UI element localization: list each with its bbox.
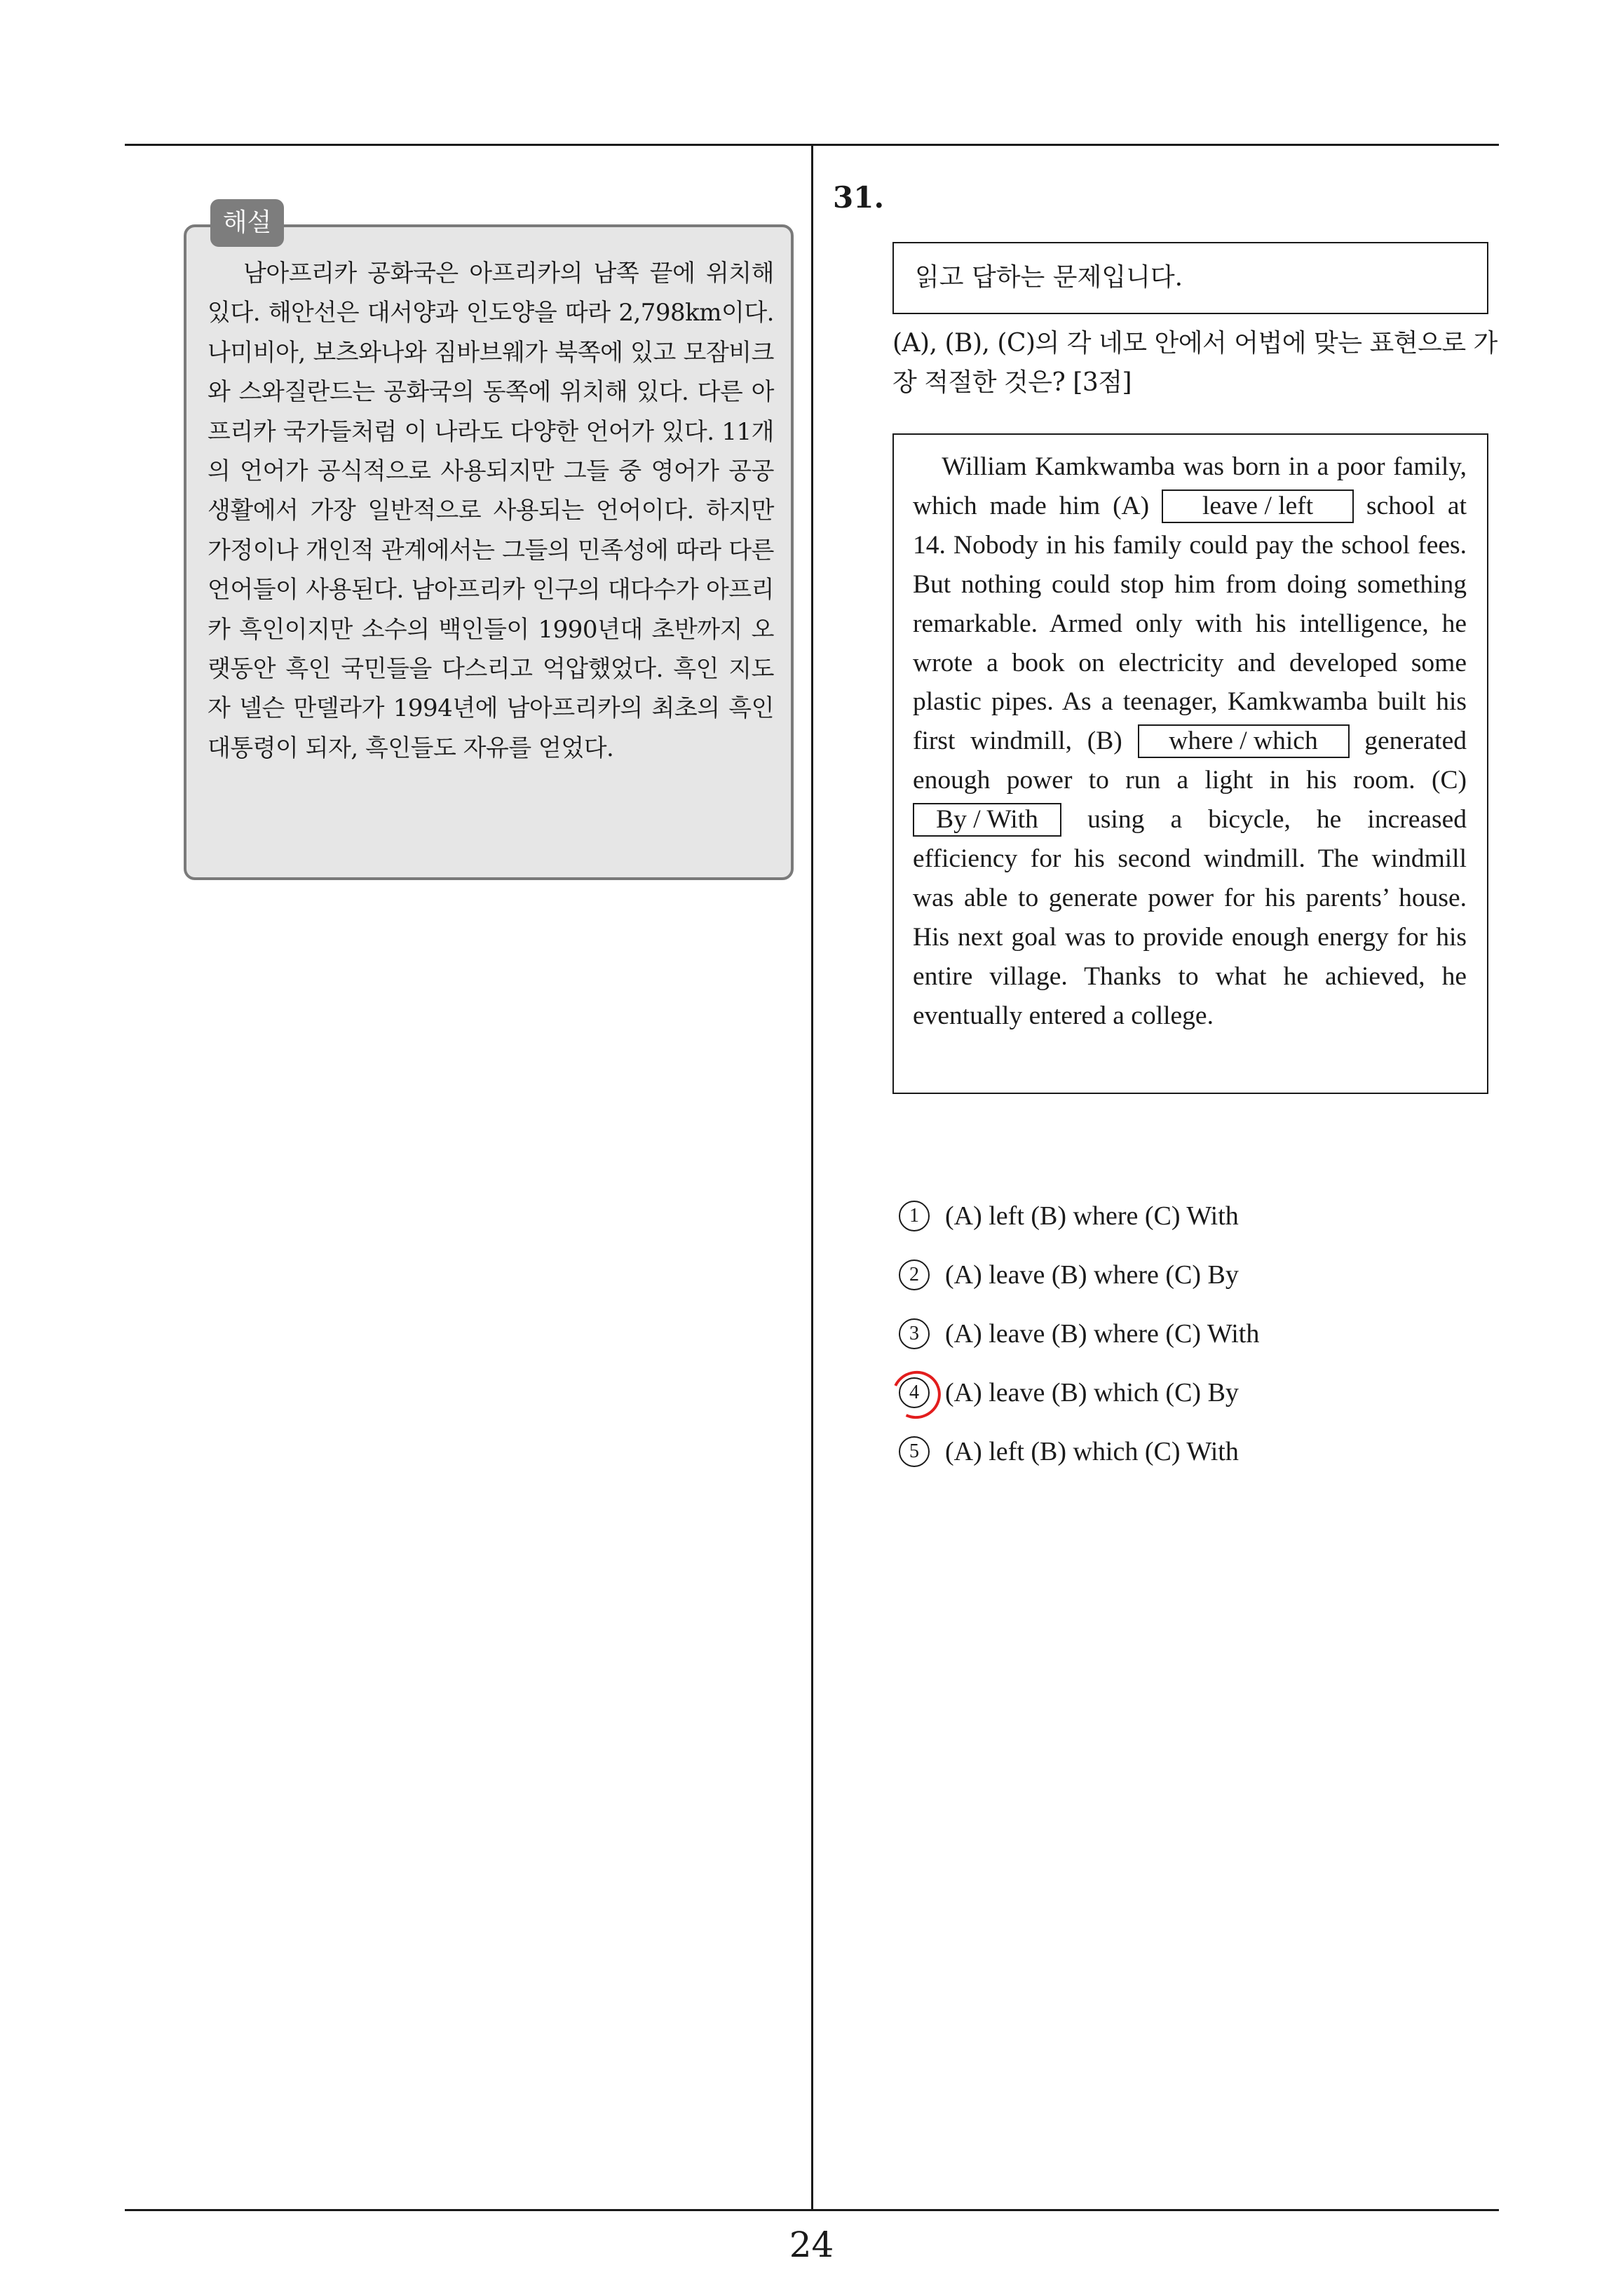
choice-text-4: (A) leave (B) which (C) By (945, 1378, 1239, 1407)
column-divider (811, 144, 813, 2211)
question-number: 31. (833, 180, 885, 215)
passage-part-2: school at 14. Nobody in his family could pay the school fees. But nothing could stop him from doing something remarkable. Armed only with his intelligence, he wrote a book on electricity and developed some plastic pipes. As a teenager, Kamkwamba built his first windmill, (B) (913, 491, 1467, 756)
bottom-rule (125, 2209, 1499, 2211)
instruction-box: 읽고 답하는 문제입니다. (892, 242, 1488, 314)
explanation-text: 남아프리카 공화국은 아프리카의 남쪽 끝에 위치해 있다. 해안선은 대서양과 인도양을 따라 2,798km이다. 나미비아, 보츠와나와 짐바브웨가 북쪽에 있고 모잠비크와 스와질란드는 공화국의 동쪽에 위치해 있다. 다른 아프리카 국가들처럼 이 나라도 다양한 언어가 있다. 11개의 언어가 공식적으로 사용되지만 그들 중 영어가 공공생활에서 가장 일반적으로 사용되는 언어이다. 하지만 가정이나 개인적 관계에서는 그들의 민족성에 따라 다른 언어들이 사용된다. 남아프리카 인구의 대다수가 아프리카 흑인이지만 소수의 백인들이 1990년대 초반까지 오랫동안 흑인 국민들을 다스리고 억압했었다. 흑인 지도자 넬슨 만델라가 1994년에 남아프리카의 최초의 흑인 대통령이 되자, 흑인들도 자유를 얻었다. (208, 259, 774, 762)
choice-marker-2: 2 (899, 1260, 930, 1290)
passage-part-3: generated enough power to run a light in his room. (C) (913, 727, 1467, 795)
passage-part-4: using a bicycle, he increased efficiency for his second windmill. The windmill was able to generate power for his parents’ house. His next goal was to provide enough energy for his entire village. Thanks to what he achieved, he eventually entered a college. (913, 805, 1467, 1030)
choice-3[interactable] (899, 1311, 1259, 1370)
choice-4[interactable] (899, 1370, 1259, 1429)
choice-marker-3: 3 (899, 1318, 930, 1349)
page-number: 24 (789, 2224, 834, 2265)
passage-part-1: William Kamkwamba was born in a poor family, which made him (A) (913, 452, 1467, 520)
explanation-tab: 해설 (210, 199, 284, 247)
blank-c: By / With (913, 803, 1061, 837)
choice-marker-5: 5 (899, 1436, 930, 1467)
question-prompt: (A), (B), (C)의 각 네모 안에서 어법에 맞는 표현으로 가장 적절한 것은? [3점] (892, 329, 1498, 397)
choice-text-2: (A) leave (B) where (C) By (945, 1260, 1239, 1290)
choice-1[interactable] (899, 1194, 1259, 1252)
choice-text-5: (A) left (B) which (C) With (945, 1437, 1239, 1466)
blank-b: where / which (1138, 724, 1350, 758)
blank-a: leave / left (1162, 489, 1354, 523)
choice-text-3: (A) leave (B) where (C) With (945, 1319, 1260, 1349)
choice-marker-4: 4 (899, 1377, 930, 1408)
choice-text-1: (A) left (B) where (C) With (945, 1201, 1239, 1231)
passage-text (913, 447, 1467, 1036)
choice-marker-1: 1 (899, 1201, 930, 1231)
choice-5[interactable] (899, 1429, 1259, 1488)
answer-choices (899, 1194, 1259, 1488)
choice-2[interactable] (899, 1252, 1259, 1311)
